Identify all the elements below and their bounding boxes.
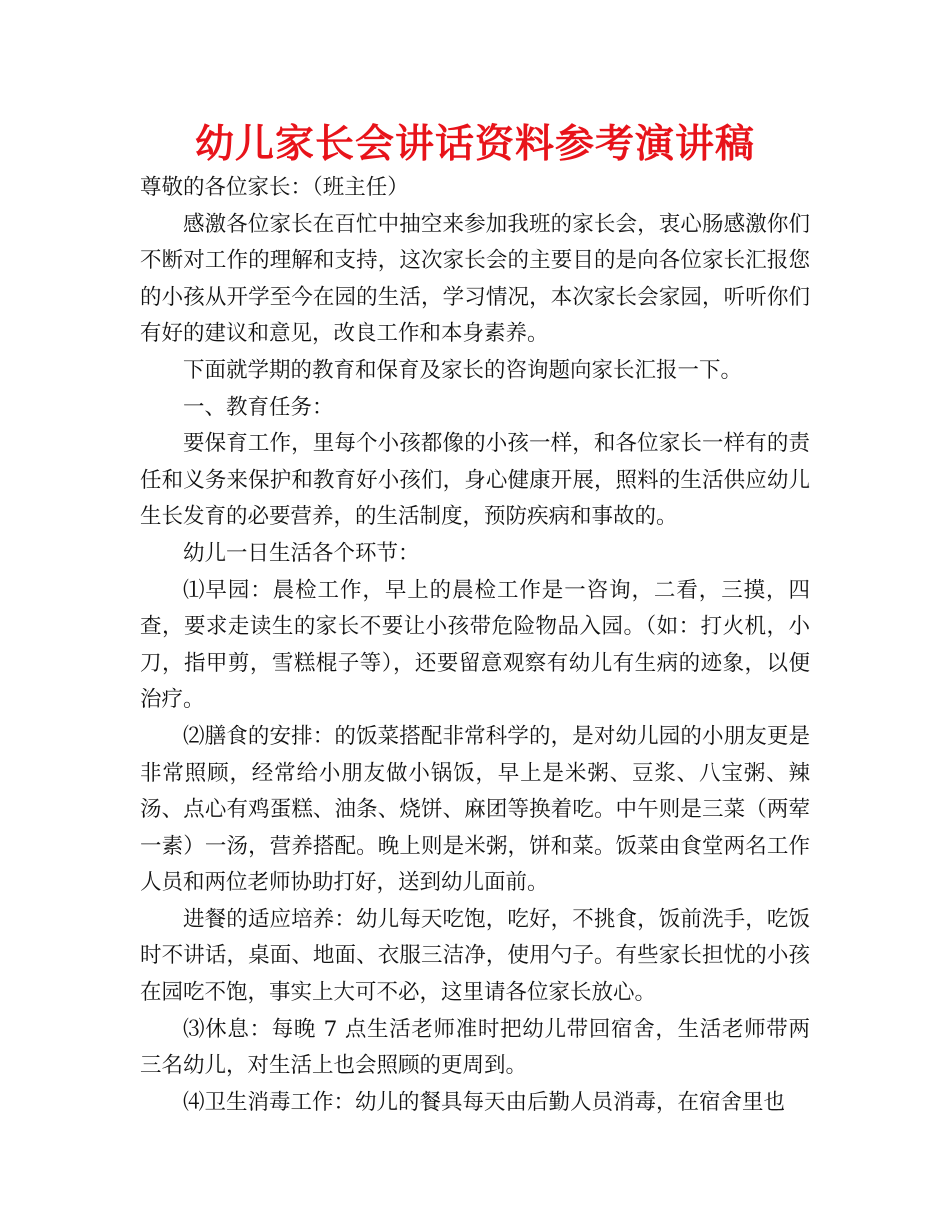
paragraph-rest: ⑶休息：每晚 7 点生活老师准时把幼儿带回宿舍，生活老师带两三名幼儿，对生活上也会照顾的更周到。 xyxy=(140,1016,810,1079)
document-title: 幼儿家长会讲话资料参考演讲稿 xyxy=(194,121,755,167)
paragraph-meals: ⑵膳食的安排：的饭菜搭配非常科学的，是对幼儿园的小朋友更是非常照顾，经常给小朋友做小锅饭，早上是米粥、豆浆、八宝粥、辣汤、点心有鸡蛋糕、油条、烧饼、麻团等换着吃。中午则是三菜（两荤一素）一汤，营养搭配。晚上则是米粥，饼和菜。饭菜由食堂两名工作人员和两位老师协助打好，送到幼儿面前。 xyxy=(140,723,810,896)
paragraph-care-work: 要保育工作，里每个小孩都像的小孩一样，和各位家长一样有的责任和义务来保护和教育好小孩们，身心健康开展，照料的生活供应幼儿生长发育的必要营养，的生活制度，预防疾病和事故的。 xyxy=(140,431,810,530)
document-page xyxy=(140,118,810,1121)
salutation: 尊敬的各位家长：（班主任） xyxy=(140,175,409,200)
section-heading-education: 一、教育任务： xyxy=(183,394,334,420)
paragraph-morning-check: ⑴早园：晨检工作，早上的晨检工作是一咨询，二看，三摸，四查，要求走读生的家长不要让小孩带危险物品入园。（如：打火机，小刀，指甲剪，雪糕棍子等），还要留意观察有幼儿有生病的迹象，以便治疗。 xyxy=(140,577,810,713)
paragraph-daily-routine: 幼儿一日生活各个环节： xyxy=(183,540,420,566)
document-body xyxy=(140,170,810,1121)
paragraph-intro: 下面就学期的教育和保育及家长的咨询题向家长汇报一下。 xyxy=(183,357,743,383)
paragraph-thanks: 感激各位家长在百忙中抽空来参加我班的家长会，衷心肠感激你们不断对工作的理解和支持，这次家长会的主要目的是向各位家长汇报您的小孩从开学至今在园的生活，学习情况，本次家长会家园，听听你们有好的建议和意见，改良工作和本身素养。 xyxy=(140,211,810,347)
paragraph-hygiene: ⑷卫生消毒工作：幼儿的餐具每天由后勤人员消毒，在宿舍里也 xyxy=(183,1089,786,1115)
paragraph-eating-habits: 进餐的适应培养：幼儿每天吃饱，吃好，不挑食，饭前洗手，吃饭时不讲话，桌面、地面、衣服三洁净，使用勺子。有些家长担忧的小孩在园吃不饱，事实上大可不必，这里请各位家长放心。 xyxy=(140,906,810,1006)
